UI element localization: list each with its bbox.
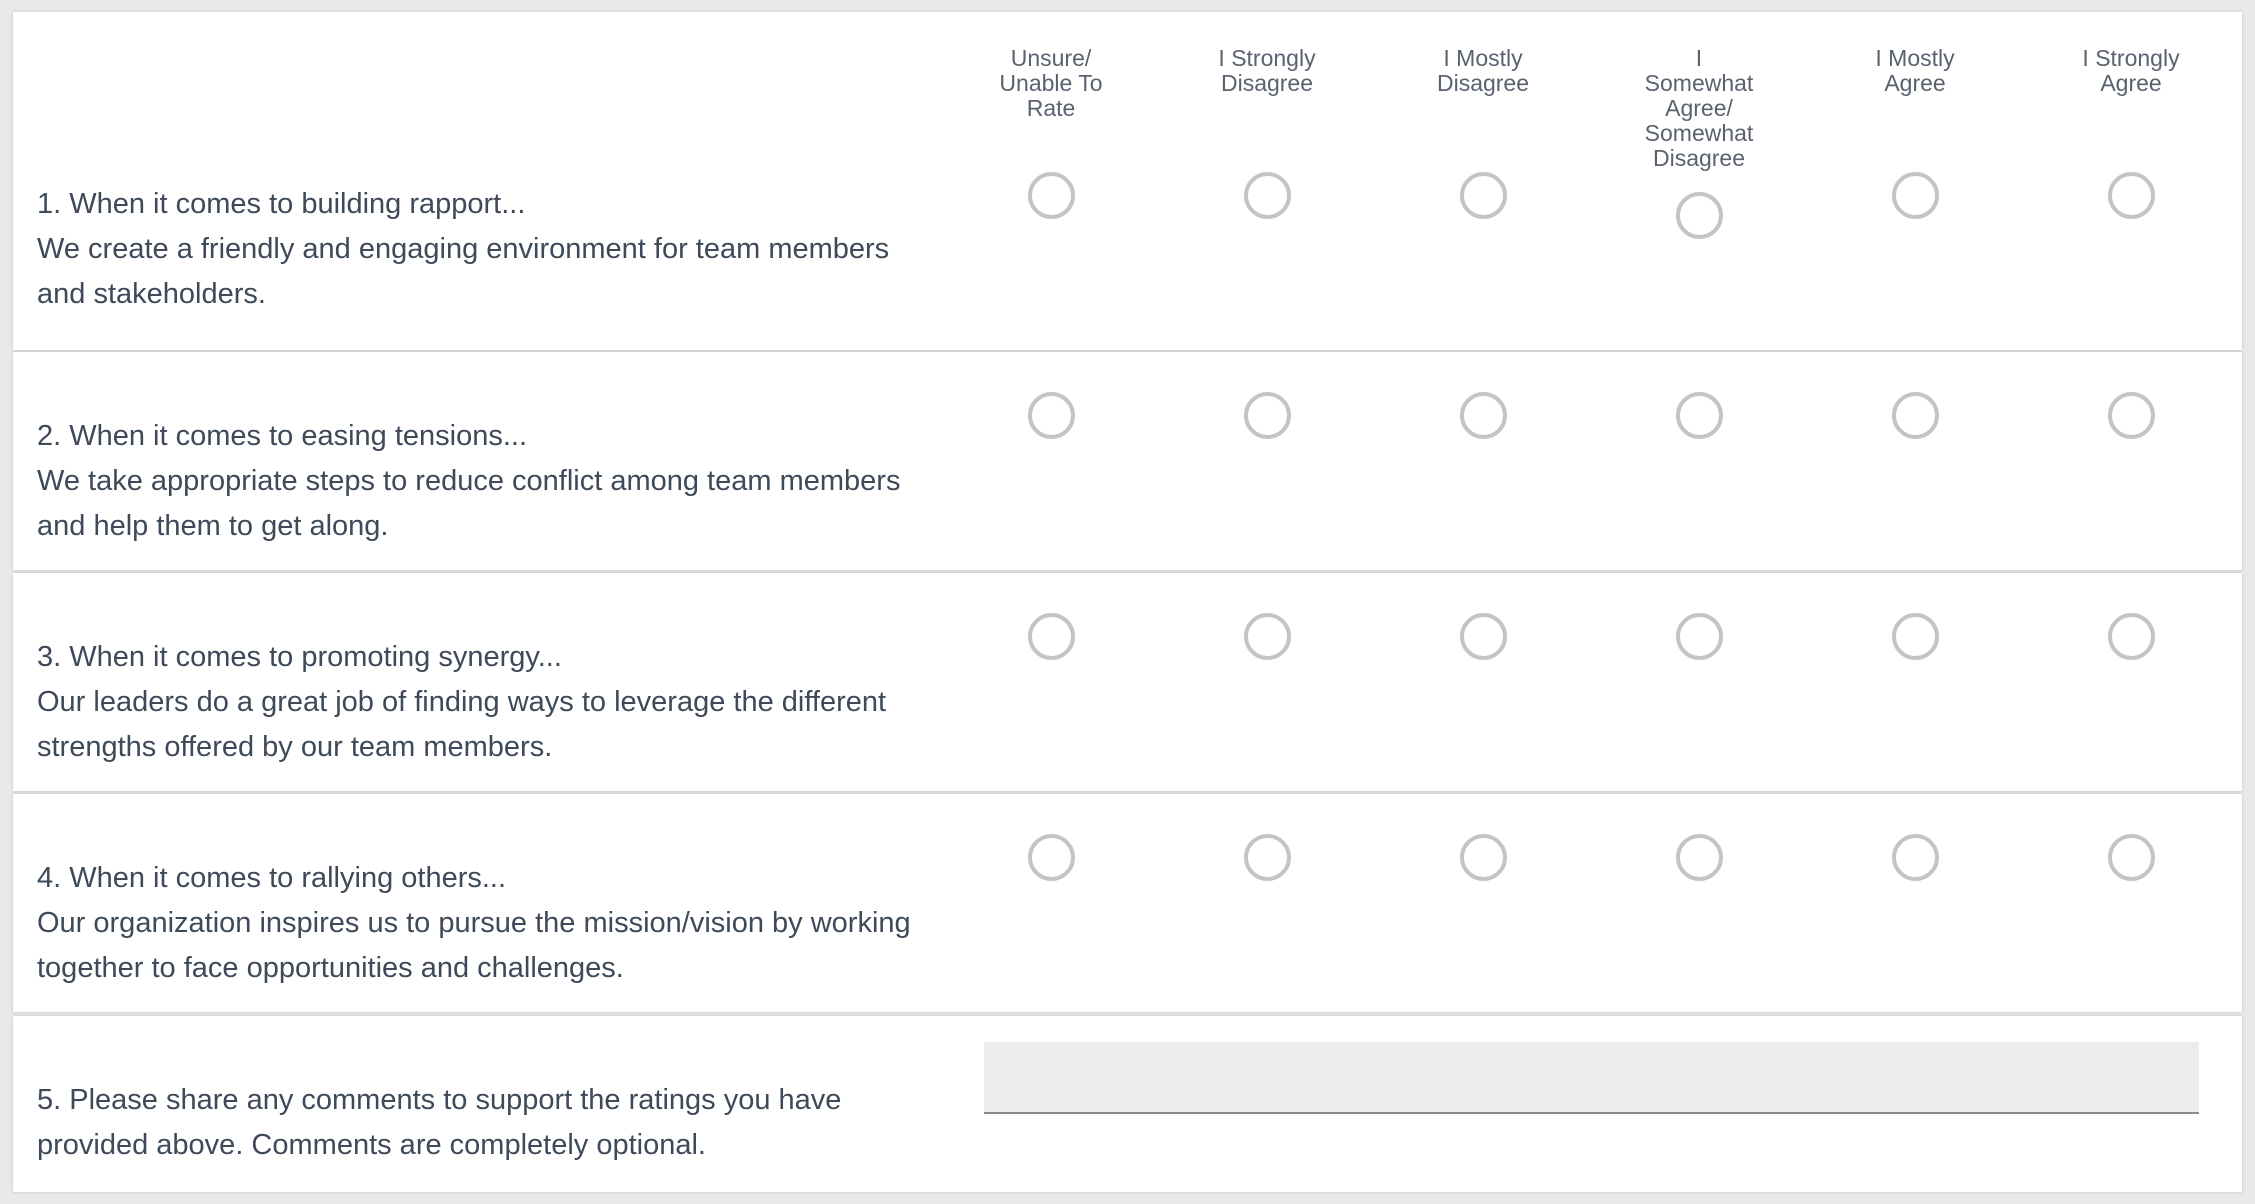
question-description: We take appropriate steps to reduce conflict among team members and help them to get along. xyxy=(37,465,901,542)
column-header: I Mostly Agree xyxy=(1875,45,1955,96)
question-title: 2. When it comes to easing tensions... xyxy=(37,420,528,452)
question-row-promoting-synergy xyxy=(13,573,2242,791)
survey-matrix xyxy=(13,12,2242,1192)
question-text xyxy=(37,182,937,317)
rating-radio[interactable] xyxy=(2108,172,2155,219)
rating-radio[interactable] xyxy=(1676,192,1723,239)
question-row-building-rapport xyxy=(13,12,2242,350)
question-description: Our leaders do a great job of finding ways to leverage the different strengths offered by our team members. xyxy=(37,686,887,763)
rating-radio[interactable] xyxy=(1028,172,1075,219)
comment-prompt: 5. Please share any comments to support the ratings you have provided above. Comments are completely optional. xyxy=(37,1084,842,1161)
rating-radio[interactable] xyxy=(1460,834,1507,881)
rating-radio[interactable] xyxy=(1892,834,1939,881)
column-header: Unsure/ Unable To Rate xyxy=(999,45,1103,121)
column-header: I Strongly Agree xyxy=(2082,45,2180,96)
question-title: 4. When it comes to rallying others... xyxy=(37,862,507,894)
question-text xyxy=(37,414,937,549)
rating-radio[interactable] xyxy=(1460,392,1507,439)
rating-radio[interactable] xyxy=(1028,613,1075,660)
question-description: Our organization inspires us to pursue the mission/vision by working together to face opportunities and challenges. xyxy=(37,907,911,984)
rating-radio[interactable] xyxy=(1892,172,1939,219)
question-title: 3. When it comes to promoting synergy... xyxy=(37,641,562,673)
question-description: We create a friendly and engaging environment for team members and stakeholders. xyxy=(37,233,890,310)
comment-input[interactable] xyxy=(984,1042,2199,1114)
rating-radio[interactable] xyxy=(1676,834,1723,881)
rating-radio[interactable] xyxy=(1676,392,1723,439)
rating-radio[interactable] xyxy=(1244,392,1291,439)
rating-radio[interactable] xyxy=(2108,392,2155,439)
question-text xyxy=(37,856,937,991)
rating-radio[interactable] xyxy=(1676,613,1723,660)
rating-radio[interactable] xyxy=(1460,613,1507,660)
rating-radio[interactable] xyxy=(1460,172,1507,219)
rating-radio[interactable] xyxy=(2108,834,2155,881)
rating-radio[interactable] xyxy=(1892,613,1939,660)
column-header: I Somewhat Agree/ Somewhat Disagree xyxy=(1644,45,1754,171)
question-row-rallying-others xyxy=(13,794,2242,1012)
rating-radio[interactable] xyxy=(1244,172,1291,219)
comment-row xyxy=(13,1016,2242,1192)
column-header: I Mostly Disagree xyxy=(1436,45,1530,96)
rating-radio[interactable] xyxy=(1892,392,1939,439)
question-text xyxy=(37,635,937,770)
rating-radio[interactable] xyxy=(1244,613,1291,660)
rating-radio[interactable] xyxy=(1244,834,1291,881)
column-header: I Strongly Disagree xyxy=(1218,45,1316,96)
question-row-easing-tensions xyxy=(13,352,2242,570)
rating-radio[interactable] xyxy=(2108,613,2155,660)
question-title: 1. When it comes to building rapport... xyxy=(37,188,526,220)
rating-radio[interactable] xyxy=(1028,834,1075,881)
rating-radio[interactable] xyxy=(1028,392,1075,439)
